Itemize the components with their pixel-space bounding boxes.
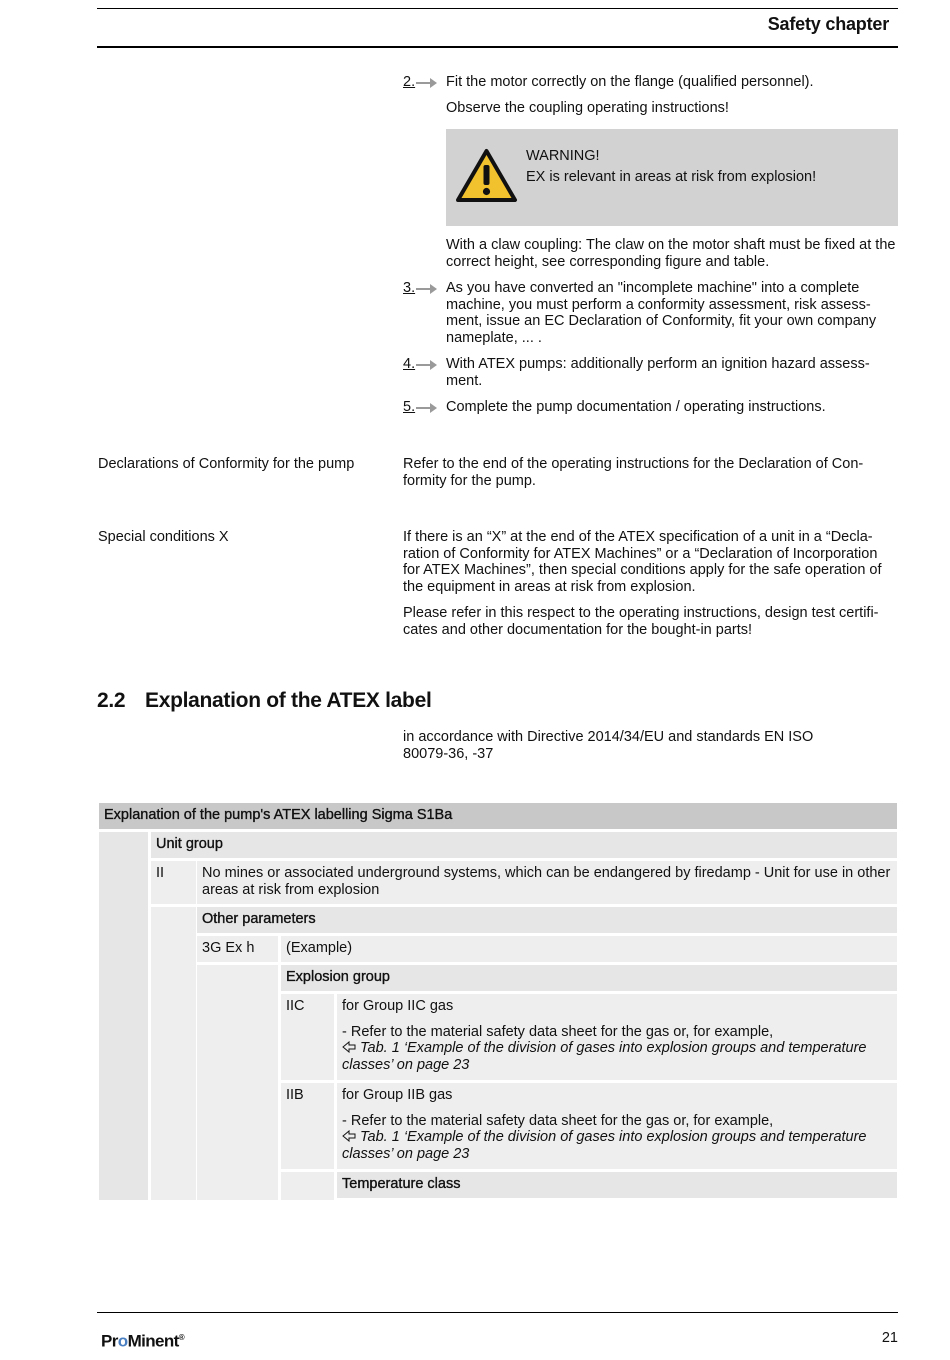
table-indent-col-1	[99, 832, 148, 1200]
special-conditions-text: If there is an “X” at the end of the ATEX specification of a unit in a “Decla- ration of Conformity for ATEX Machines” or a “Declaration of Incorporation for ATEX Machines”, then special conditions apply for the safe operation of the equipment in areas at risk from explosion.	[403, 529, 882, 595]
step-arrow-icon	[416, 76, 438, 90]
iib-description-cell: for Group IIB gas - Refer to the material safety data sheet for the gas or, for example, Tab. 1 ‘Example of the division of gases into explosion groups and temperature classes’ on page 23	[337, 1083, 897, 1169]
step-3	[403, 280, 898, 348]
ex-code-cell: 3G Ex h	[197, 936, 278, 962]
section-heading	[97, 689, 432, 712]
declarations-text: Refer to the end of the operating instructions for the Declaration of Con- formity for the pump.	[403, 456, 864, 489]
footer-rule	[97, 1312, 898, 1313]
step-number: 3.	[403, 280, 416, 296]
table-indent-col-4	[281, 1172, 334, 1200]
warning-box	[446, 129, 898, 226]
unit-group-header: Unit group	[151, 832, 897, 858]
warning-text: EX is relevant in areas at risk from explosion!	[526, 169, 817, 185]
step-extra-text: Observe the coupling operating instructions!	[446, 99, 729, 116]
step-arrow-icon	[416, 358, 438, 372]
claw-coupling-note: With a claw coupling: The claw on the motor shaft must be fixed at the correct height, see corresponding figure and table.	[446, 237, 896, 270]
header-title: Safety chapter	[767, 14, 889, 34]
prominent-logo: ProMinent®	[101, 1331, 185, 1351]
step-arrow-icon	[416, 401, 438, 415]
step-5	[403, 399, 898, 419]
step-text: Complete the pump documentation / operating instructions.	[446, 399, 826, 415]
hand-pointer-icon	[342, 1130, 356, 1142]
table-indent-col-2	[151, 907, 196, 1200]
iib-code-cell: IIB	[281, 1083, 334, 1169]
step-4	[403, 356, 898, 392]
hand-pointer-icon	[342, 1041, 356, 1053]
table-indent-col-3	[197, 965, 278, 1200]
explosion-group-header: Explosion group	[281, 965, 897, 991]
warning-title: WARNING!	[526, 148, 600, 164]
step-arrow-icon	[416, 282, 438, 296]
table-caption: Explanation of the pump's ATEX labelling Sigma S1Ba	[99, 803, 897, 829]
step-text: With ATEX pumps: additionally perform an ignition hazard assess- ment.	[446, 356, 870, 389]
temperature-class-header: Temperature class	[337, 1172, 897, 1198]
step-number: 2.	[403, 74, 416, 90]
section-intro: in accordance with Directive 2014/34/EU and standards EN ISO 80079-36, -37	[403, 729, 814, 762]
step-number: 5.	[403, 399, 416, 415]
warning-triangle-icon	[455, 148, 518, 204]
step-text: As you have converted an "incomplete machine" into a complete machine, you must perform a conformity assessment, risk assess- ment, issue an EC Declaration of Conformity, fit your own company nameplate, ... .	[446, 280, 877, 346]
iic-table-reference-link[interactable]: Tab. 1 ‘Example of the division of gases into explosion groups and temperature classes’ on page 23	[342, 1040, 867, 1073]
declarations-heading: Declarations of Conformity for the pump	[98, 456, 355, 472]
header-bottom-rule	[97, 46, 898, 48]
step-2	[403, 74, 898, 114]
special-conditions-heading: Special conditions X	[98, 529, 229, 545]
step-number: 4.	[403, 356, 416, 372]
other-parameters-header: Other parameters	[197, 907, 897, 933]
section-title: Explanation of the ATEX label	[145, 689, 432, 712]
ii-description-cell: No mines or associated underground systems, which can be endangered by firedamp - Unit for use in other areas at risk from explosion	[197, 861, 897, 904]
iic-code-cell: IIC	[281, 994, 334, 1080]
step-text: Fit the motor correctly on the flange (qualified personnel).	[446, 74, 814, 90]
iib-table-reference-link[interactable]: Tab. 1 ‘Example of the division of gases into explosion groups and temperature classes’ on page 23	[342, 1129, 867, 1162]
page-number: 21	[881, 1330, 898, 1346]
iic-description-cell: for Group IIC gas - Refer to the material safety data sheet for the gas or, for example, Tab. 1 ‘Example of the division of gases into explosion groups and temperature classes’ on page 23	[337, 994, 897, 1080]
ii-code-cell: II	[151, 861, 196, 904]
header-top-rule	[97, 8, 898, 9]
section-number: 2.2	[97, 689, 126, 712]
special-conditions-note: Please refer in this respect to the operating instructions, design test certifi- cates and other documentation for the bought-in parts!	[403, 605, 879, 638]
ex-description-cell: (Example)	[281, 936, 897, 962]
